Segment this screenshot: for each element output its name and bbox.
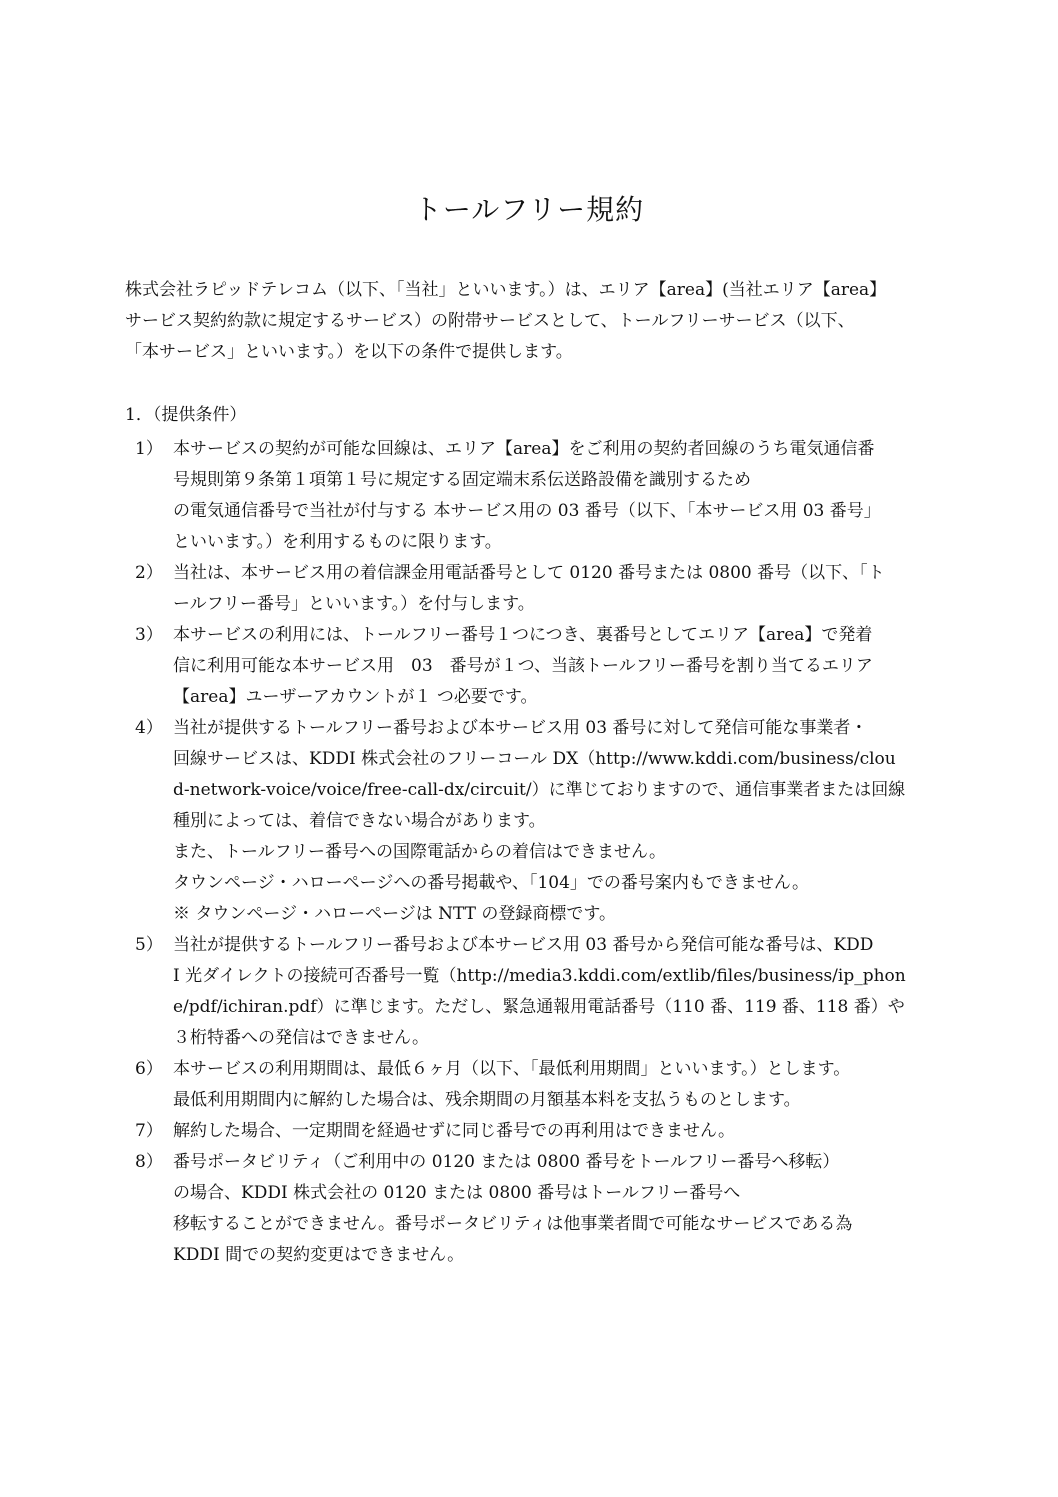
item-number: 3） [135, 625, 163, 645]
intro-paragraph [125, 275, 940, 368]
condition-item-4 [125, 713, 940, 930]
condition-item-1 [125, 434, 940, 558]
item-line: 解約した場合、一定期間を経過せずに同じ番号での再利用はできません。 [173, 1121, 736, 1141]
item-line: 回線サービスは、KDDI 株式会社のフリーコール DX（http://www.kddi.com/business/clou [173, 749, 896, 769]
document-title: トールフリー規約 [413, 193, 645, 226]
item-line: 当社が提供するトールフリー番号および本サービス用 03 番号から発信可能な番号は、KDD [173, 935, 874, 955]
condition-item-6 [125, 1054, 940, 1116]
intro-line: 「本サービス」といいます。）を以下の条件で提供します。 [125, 342, 573, 362]
item-line: d-network-voice/voice/free-call-dx/circuit/）に準じておりますので、通信事業者または回線 [173, 780, 906, 800]
item-number: 4） [135, 718, 163, 738]
item-line: 当社が提供するトールフリー番号および本サービス用 03 番号に対して発信可能な事業者・ [173, 718, 868, 738]
item-line: 当社は、本サービス用の着信課金用電話番号として 0120 番号または 0800 番号（以下、「ト [173, 563, 885, 583]
item-line: ※ タウンページ・ハローページは NTT の登録商標です。 [173, 904, 617, 924]
item-line: 本サービスの利用には、トールフリー番号１つにつき、裏番号としてエリア【area】で発着 [173, 625, 873, 645]
item-line: 最低利用期間内に解約した場合は、残余期間の月額基本料を支払うものとします。 [173, 1090, 801, 1110]
item-line: I 光ダイレクトの接続可否番号一覧（http://media3.kddi.com/extlib/files/business/ip_phon [173, 966, 906, 986]
item-line: 号規則第９条第１項第１号に規定する固定端末系伝送路設備を識別するため [173, 470, 751, 490]
item-line: 本サービスの利用期間は、最低６ヶ月（以下、「最低利用期間」といいます。）とします。 [173, 1059, 851, 1079]
item-line: KDDI 間での契約変更はできません。 [173, 1245, 465, 1265]
item-line: 本サービスの契約が可能な回線は、エリア【area】をご利用の契約者回線のうち電気通信番 [173, 439, 875, 459]
item-number: 5） [135, 935, 163, 955]
section-heading: 1．（提供条件） [125, 405, 247, 425]
item-number: 7） [135, 1121, 163, 1141]
condition-item-5 [125, 930, 940, 1054]
item-line: の電気通信番号で当社が付与する 本サービス用の 03 番号（以下、「本サービス用 03 番号」 [173, 501, 881, 521]
item-line: e/pdf/ichiran.pdf）に準じます。ただし、緊急通報用電話番号（110 番、119 番、118 番）や [173, 997, 905, 1017]
condition-item-8 [125, 1147, 940, 1271]
intro-line: 株式会社ラピッドテレコム（以下、「当社」といいます。）は、エリア【area】(当社エリア【area】 [125, 280, 887, 300]
item-line: の場合、KDDI 株式会社の 0120 または 0800 番号はトールフリー番号へ [173, 1183, 741, 1203]
item-number: 6） [135, 1059, 163, 1079]
item-line: タウンページ・ハローページへの番号掲載や、「104」での番号案内もできません。 [173, 873, 809, 893]
intro-line: サービス契約約款に規定するサービス）の附帯サービスとして、トールフリーサービス（以下、 [125, 311, 855, 331]
condition-item-3 [125, 620, 940, 713]
condition-item-2 [125, 558, 940, 620]
item-line: ３桁特番への発信はできません。 [173, 1028, 430, 1048]
item-line: 番号ポータビリティ（ご利用中の 0120 または 0800 番号をトールフリー番号へ移転） [173, 1152, 840, 1172]
item-line: 種別によっては、着信できない場合があります。 [173, 811, 546, 831]
condition-item-7 [125, 1116, 940, 1147]
item-number: 2） [135, 563, 163, 583]
item-line: 移転することができません。番号ポータビリティは他事業者間で可能なサービスである為 [173, 1214, 853, 1234]
item-line: ールフリー番号」といいます。）を付与します。 [173, 594, 535, 614]
item-line: といいます。）を利用するものに限ります。 [173, 532, 502, 552]
item-number: 1） [135, 439, 163, 459]
item-line: 【area】ユーザーアカウントが１ つ必要です。 [173, 687, 538, 707]
item-line: また、トールフリー番号への国際電話からの着信はできません。 [173, 842, 666, 862]
item-line: 信に利用可能な本サービス用 03 番号が１つ、当該トールフリー番号を割り当てるエリア [173, 656, 873, 676]
item-number: 8） [135, 1152, 163, 1172]
condition-list [125, 434, 940, 1271]
